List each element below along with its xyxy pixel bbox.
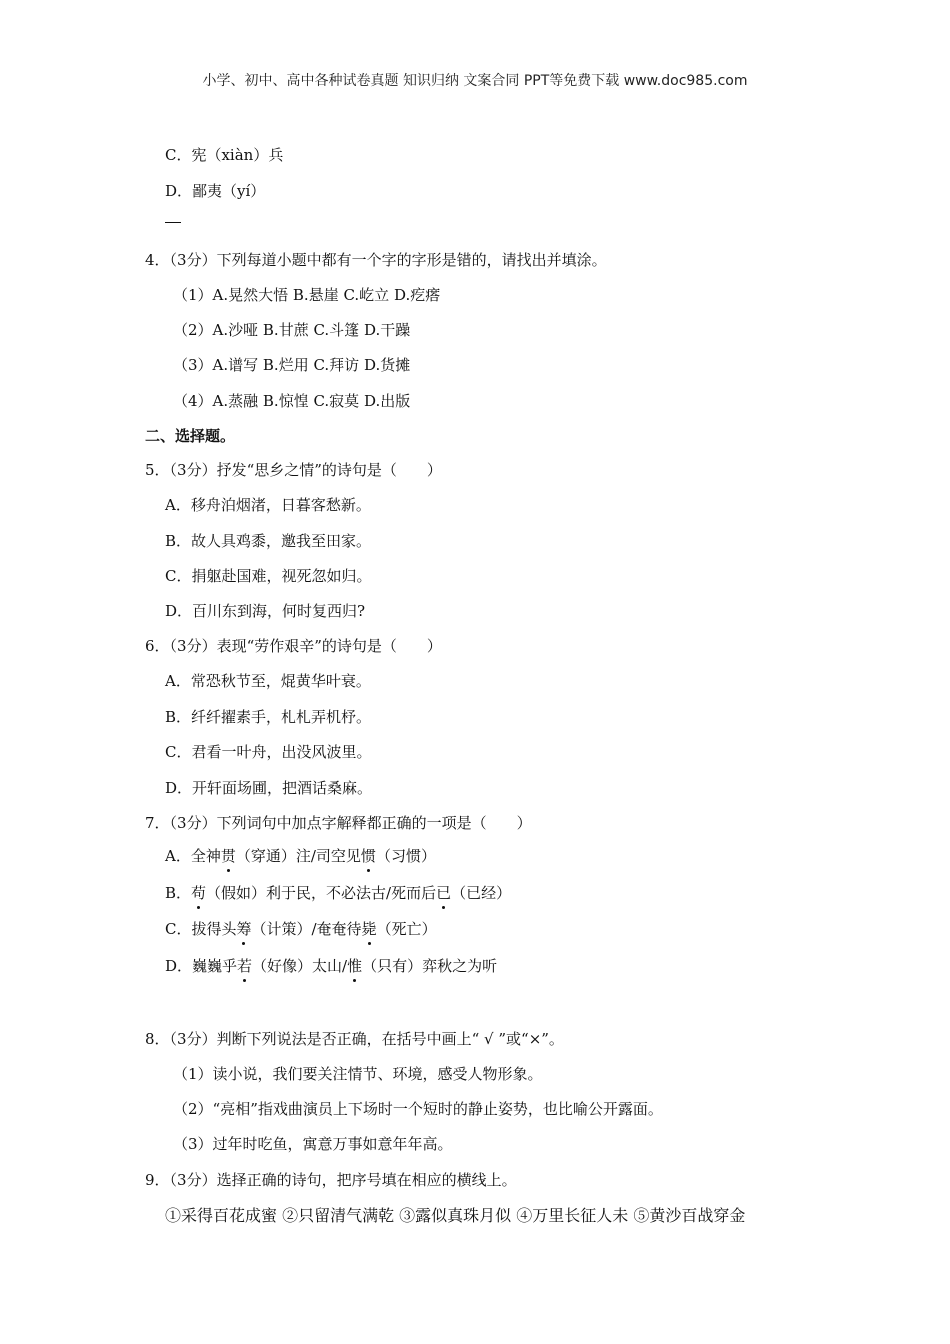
q7-d-text-2: （好像）太山/	[252, 957, 348, 975]
separator-dash	[165, 222, 181, 223]
q5-option-d: D．百川东到海，何时复西归?	[165, 602, 366, 620]
q6-option-c: C．君看一叶舟，出没风波里。	[165, 743, 372, 761]
q4-sub-1: （1）A.晃然大悟 B.悬崖 C.屹立 D.疙瘩	[173, 286, 441, 304]
q3-option-d: D．鄙夷（yí）	[165, 182, 266, 200]
q7-d-dotted-1: 若	[237, 957, 253, 975]
q4-sub-2: （2）A.沙哑 B.甘蔗 C.斗篷 D.干躁	[173, 321, 411, 339]
q4-sub-3: （3）A.谱写 B.烂用 C.拜访 D.货摊	[173, 356, 411, 374]
page-header: 小学、初中、高中各种试卷真题 知识归纳 文案合同 PPT等免费下载 www.doc985.com	[202, 73, 748, 89]
q6-stem: 6．（3分）表现“劳作艰辛”的诗句是（ ）	[145, 637, 442, 655]
q8-sub-3: （3）过年时吃鱼，寓意万事如意年年高。	[173, 1135, 453, 1153]
q7-stem: 7．（3分）下列词句中加点字解释都正确的一项是（ ）	[145, 814, 532, 832]
q7-option-c	[165, 919, 437, 939]
q6-option-d: D．开轩面场圃，把酒话桑麻。	[165, 779, 373, 797]
section-2-title: 二、选择题。	[145, 427, 236, 445]
q5-option-a: A．移舟泊烟渚，日暮客愁新。	[165, 496, 371, 514]
q7-b-text-2: （假如）利于民，不必法古/死而后	[206, 884, 437, 902]
q7-d-dotted-2: 惟	[347, 957, 363, 975]
q7-b-dotted-1: 苟	[191, 884, 207, 902]
q7-a-text-3: （习惯）	[375, 847, 436, 865]
q7-d-text-1: D．巍巍乎	[165, 957, 238, 975]
q6-option-a: A．常恐秋节至，焜黄华叶衰。	[165, 672, 371, 690]
q7-c-dotted-1: 筹	[236, 920, 252, 938]
q3-option-c: C．宪（xiàn）兵	[165, 146, 284, 164]
q7-option-d	[165, 956, 497, 976]
q8-stem: 8．（3分）判断下列说法是否正确，在括号中画上“ √ ”或“×”。	[145, 1030, 564, 1048]
q6-option-b: B．纤纤擢素手，札札弄机杼。	[165, 708, 372, 726]
q7-option-b	[165, 883, 511, 903]
q7-b-text-3: （已经）	[451, 884, 512, 902]
q9-options: ①采得百花成蜜 ②只留清气满乾 ③露似真珠月似 ④万里长征人未 ⑤黄沙百战穿金	[165, 1206, 746, 1225]
q7-c-text-3: （死亡）	[376, 920, 437, 938]
q7-a-dotted-2: 惯	[360, 847, 376, 865]
q7-c-dotted-2: 毙	[361, 920, 377, 938]
q7-a-text-1: A．全神	[165, 847, 221, 865]
q7-d-text-3: （只有）弈秋之为听	[362, 957, 498, 975]
q4-sub-4: （4）A.蒸融 B.惊惶 C.寂莫 D.出版	[173, 392, 411, 410]
q7-b-text-1: B．	[165, 884, 192, 902]
q7-a-dotted-1: 贯	[220, 847, 236, 865]
q7-b-dotted-2: 已	[436, 884, 452, 902]
q7-c-text-2: （计策）/奄奄待	[251, 920, 362, 938]
q5-option-c: C．捐躯赴国难，视死忽如归。	[165, 567, 372, 585]
q4-stem: 4．（3分）下列每道小题中都有一个字的字形是错的，请找出并填涂。	[145, 251, 607, 269]
q7-option-a	[165, 846, 436, 866]
q5-stem: 5．（3分）抒发“思乡之情”的诗句是（ ）	[145, 461, 442, 479]
q5-option-b: B．故人具鸡黍，邀我至田家。	[165, 532, 372, 550]
q7-c-text-1: C．拔得头	[165, 920, 237, 938]
q8-sub-1: （1）读小说，我们要关注情节、环境，感受人物形象。	[173, 1065, 543, 1083]
q7-a-text-2: （穿通）注/司空见	[235, 847, 361, 865]
q8-sub-2: （2）“亮相”指戏曲演员上下场时一个短时的静止姿势，也比喻公开露面。	[173, 1100, 663, 1118]
q9-stem: 9．（3分）选择正确的诗句，把序号填在相应的横线上。	[145, 1171, 517, 1189]
